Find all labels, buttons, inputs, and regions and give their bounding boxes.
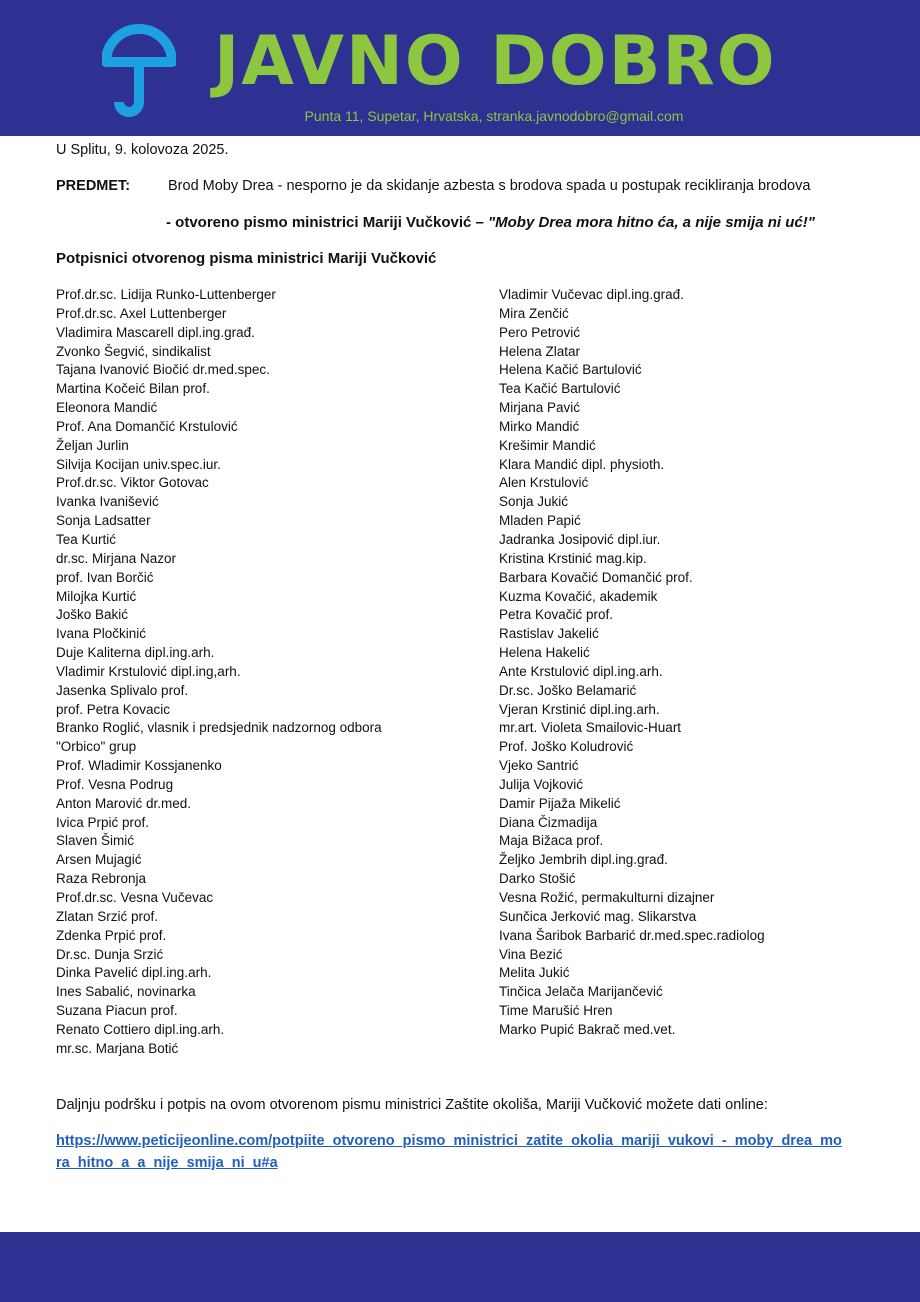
signatory-name: Ante Krstulović dipl.ing.arh. [499,663,663,679]
signatory-name: Krešimir Mandić [499,437,596,453]
signatory-name: Klara Mandić dipl. physioth. [499,456,665,472]
signatory-name: Damir Pijaža Mikelić [499,795,621,811]
signatory-name: Tinčica Jelača Marijančević [499,984,663,1000]
signatory-name: Dr.sc. Dunja Srzić [56,946,164,962]
signatory-name: Vjeran Krstinić dipl.ing.arh. [499,701,660,717]
signatory-name: Rastislav Jakelić [499,626,599,642]
subject-line-2 [166,214,815,231]
signatory-name: Dr.sc. Joško Belamarić [499,682,637,698]
signatory-name: Marko Pupić Bakrač med.vet. [499,1021,676,1037]
signatory-name: Eleonora Mandić [56,400,158,416]
signatory-name: Prof. Vesna Podrug [56,776,174,792]
signatory-name: Vladimir Vučevac dipl.ing.građ. [499,287,684,302]
signatory-name: Branko Roglić, vlasnik i predsjednik nadzornog odbora [56,720,382,736]
signatory-name: Vladimira Mascarell dipl.ing.građ. [56,324,255,340]
signatory-name: Ines Sabalić, novinarka [56,984,196,1000]
signatory-name: Helena Zlatar [499,343,581,359]
signatory-name: Jasenka Splivalo prof. [56,682,189,698]
signatory-name: mr.sc. Marjana Botić [56,1040,179,1056]
signatory-name: Zdenka Prpić prof. [56,927,167,943]
signatories-left-column [56,286,382,1059]
footer-bar [0,1232,920,1302]
letter-date: U Splitu, 9. kolovoza 2025. [56,142,229,158]
signatory-name: Ivica Prpić prof. [56,814,150,830]
signatory-name: Prof. Joško Koludrović [499,739,634,755]
support-text: Daljnju podršku i potpis na ovom otvorenom pismu ministrici Zaštite okoliša, Mariji Vučković možete dati online: [56,1097,768,1113]
signatory-name: Mirjana Pavić [499,400,581,416]
signatory-name: Alen Krstulović [499,475,589,491]
signatory-name: mr.art. Violeta Smailovic-Huart [499,720,682,736]
signatory-name: Pero Petrović [499,324,581,340]
signatory-name: Prof.dr.sc. Vesna Vučevac [56,890,214,905]
signatory-name: Renato Cottiero dipl.ing.arh. [56,1021,225,1037]
signatory-name: Joško Bakić [56,607,129,623]
signatory-name: Helena Hakelić [499,645,590,661]
signatory-name: Duje Kaliterna dipl.ing.arh. [56,645,215,661]
signatory-name: Silvija Kocijan univ.spec.iur. [56,456,221,472]
umbrella-icon [102,22,176,118]
signatory-name: prof. Ivan Borčić [56,569,154,585]
subject-line-2-prefix: - otvoreno pismo ministrici Mariji Vučković – [166,214,489,231]
subject-label: PREDMET: [56,178,131,194]
letterhead [0,0,920,136]
signatory-name: Vina Bezić [499,946,563,962]
signatory-name: Željan Jurlin [56,437,129,453]
signatory-name: Tajana Ivanović Biočić dr.med.spec. [56,362,270,378]
signatory-name: Barbara Kovačić Domančić prof. [499,569,693,585]
signatory-name: Darko Stošić [499,871,576,887]
signatory-name: Tea Kurtić [56,531,117,547]
signatory-name: Prof. Ana Domančić Krstulović [56,418,238,434]
signatory-name: Zvonko Šegvić, sindikalist [56,343,211,359]
signatory-name: Suzana Piacun prof. [56,1003,178,1019]
signatory-name: "Orbico" grup [56,739,137,755]
signatory-name: Prof.dr.sc. Viktor Gotovac [56,475,209,491]
signatory-name: Sonja Jukić [499,494,569,510]
signatory-name: Kristina Krstinić mag.kip. [499,550,647,566]
signatory-name: Diana Čizmadija [499,814,598,830]
signatories-title: Potpisnici otvorenog pisma ministrici Mariji Vučković [56,250,437,267]
signatory-name: Ivana Šaribok Barbarić dr.med.spec.radiolog [499,927,765,943]
signatory-name: Martina Kočeić Bilan prof. [56,381,210,397]
brand-title: JAVNO DOBRO [214,22,777,101]
signatory-name: Ivanka Ivanišević [56,494,159,510]
signatory-name: prof. Petra Kovacic [56,701,171,717]
signatory-name: Dinka Pavelić dipl.ing.arh. [56,965,212,981]
signatory-name: Maja Bižaca prof. [499,833,604,849]
signatory-name: Melita Jukić [499,965,570,981]
signatory-name: Mirko Mandić [499,418,580,434]
signatory-name: Mira Zenčić [499,305,569,321]
signatory-name: Jadranka Josipović dipl.iur. [499,531,661,547]
signatory-name: Arsen Mujagić [56,852,142,868]
signatory-name: Kuzma Kovačić, akademik [499,588,658,604]
contact-line: Punta 11, Supetar, Hrvatska, stranka.javnodobro@gmail.com [304,108,684,124]
signatory-name: dr.sc. Mirjana Nazor [56,550,177,566]
signatory-name: Julija Vojković [499,776,584,792]
signatory-name: Tea Kačić Bartulović [499,381,621,397]
signatory-name: Sunčica Jerković mag. Slikarstva [499,908,697,924]
signatory-name: Prof. Wladimir Kossjanenko [56,758,222,774]
signatory-name: Željko Jembrih dipl.ing.građ. [499,852,668,868]
signatory-name: Milojka Kurtić [56,588,137,604]
signatory-name: Ivana Pločkinić [56,626,147,642]
signatory-name: Prof.dr.sc. Axel Luttenberger [56,305,227,321]
signatory-name: Vesna Rožić, permakulturni dizajner [499,890,715,905]
signatory-name: Raza Rebronja [56,871,147,887]
signatory-name: Prof.dr.sc. Lidija Runko-Luttenberger [56,287,276,302]
signatory-name: Anton Marović dr.med. [56,795,192,811]
petition-link[interactable]: https://www.peticijeonline.com/potpiite_otvoreno_pismo_ministrici_zatite_okolia_mariji_vukovi_-_moby_drea_mora_hitno_a_a_nije_smija_ni_u#a [56,1133,842,1171]
signatory-name: Mladen Papić [499,513,581,529]
signatory-name: Sonja Ladsatter [56,513,151,529]
signatory-name: Vladimir Krstulović dipl.ing,arh. [56,663,241,679]
signatory-name: Petra Kovačić prof. [499,607,614,623]
subject-quote: "Moby Drea mora hitno ća, a nije smija ni uć!" [488,214,815,231]
subject-text: Brod Moby Drea - nesporno je da skidanje azbesta s brodova spada u postupak recikliranja brodova [168,178,811,194]
signatory-name: Zlatan Srzić prof. [56,908,159,924]
signatory-name: Slaven Šimić [56,833,135,849]
signatories-right-column [499,286,765,1040]
signatory-name: Helena Kačić Bartulović [499,362,642,378]
signatory-name: Time Marušić Hren [499,1003,613,1019]
signatory-name: Vjeko Santrić [499,758,579,774]
